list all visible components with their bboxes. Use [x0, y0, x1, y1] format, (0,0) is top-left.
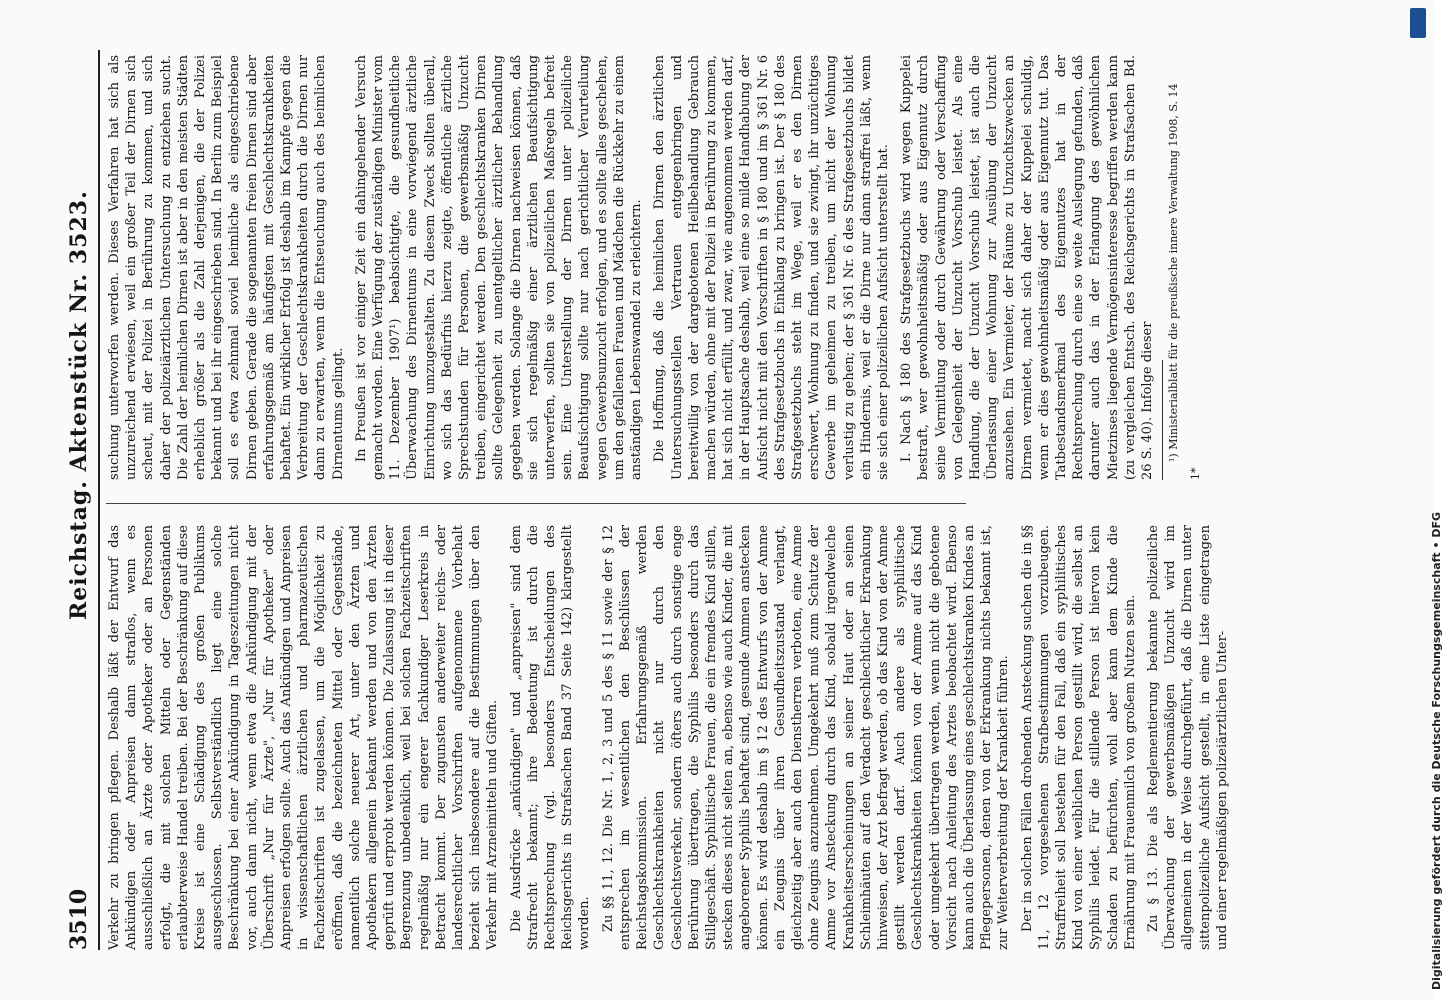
rotated-page-content: [62, 50, 1392, 950]
page-number: 3510: [66, 888, 92, 950]
paragraph: Zu §§ 11, 12. Die Nr. 1, 2, 3 und 5 des § 11 sowie der § 12 entsprechen im wesentlichen den Beschlüssen der Reichstagskommission. Erfahrungsgemäß werden Geschlechtskrankheiten nicht nur durch den Geschlechtsverkehr, sondern öfters auch durch sonstige enge Berührung übertragen, die Syphilis besonders durch das Stillgeschäft. Syphilitische Frauen, die ein fremdes Kind stillen, stecken dieses nicht selten an, ebenso wie auch Kinder, die mit angeborener Syphilis behaftet sind, gesunde Ammen anstecken können. Es wird deshalb im § 12 des Entwurfs von der Amme ein Zeugnis über ihren Gesundheitszustand verlangt, gleichzeitig aber auch den Dienstherren verboten, eine Amme ohne Zeugnis anzunehmen. Umgekehrt muß zum Schutze der Amme vor Ansteckung durch das Kind, sobald irgendwelche Krankheitserscheinungen an seiner Haut oder an seinen Schleimhäuten auf den Verdacht geschlechtlicher Erkrankung hinweisen, der Arzt befragt werden, ob das Kind von der Amme gestillt werden darf. Auch andere als syphilitische Geschlechtskrankheiten können von der Amme auf das Kind oder umgekehrt übertragen werden, wenn nicht die gebotene Vorsicht nach Anleitung des Arztes beobachtet wird. Ebenso kann auch die Überlassung eines geschlechtskranken Kindes an Pflegepersonen, denen von der Erkrankung nichts bekannt ist, zur Weiterverbreitung der Krankheit führen.: [600, 525, 1012, 950]
header-rule: [98, 50, 100, 950]
page-title: Reichstag. Aktenstück Nr. 3523.: [66, 190, 92, 620]
paragraph: Verkehr zu bringen pflegen. Deshalb läßt der Entwurf das Ankündigen oder Anpreisen dann straflos, wenn es ausschließlich an Ärzte oder Apotheker oder an Personen erfolgt, die mit solchen Mitteln oder Gegenständen erlaubterweise Handel treiben. Bei der Beschränkung auf diese Kreise ist eine Schädigung des großen Publikums ausgeschlossen. Selbstverständlich liegt eine solche Beschränkung bei einer Ankündigung in Tageszeitungen nicht vor, auch dann nicht, wenn etwa die Ankündigung mit der Überschrift „Nur für Ärzte", „Nur für Apotheker" oder Anpreisen erfolgen sollte. Auch das Ankündigen und Anpreisen in wissenschaftlichen ärztlichen und pharmazeutischen Fachzeitschriften ist zugelassen, um die Möglichkeit zu eröffnen, daß die bezeichneten Mittel oder Gegenstände, namentlich solche neuerer Art, unter den Ärzten und Apothekern allgemein bekannt werden und von den Ärzten geprüft und erprobt werden können. Die Zulassung ist in dieser Begrenzung unbedenklich, weil bei solchen Fachzeitschriften regelmäßig nur ein engerer fachkundiger Leserkreis in Betracht kommt. Der zugunsten anderweiter reichs- oder landesrechtlicher Vorschriften aufgenommene Vorbehalt bezieht sich insbesondere auf die Bestimmungen über den Verkehr mit Arzneimitteln und Giften.: [107, 525, 501, 950]
signature-mark: 1*: [1189, 467, 1203, 480]
right-column: [106, 55, 1203, 480]
paragraph: I. Nach § 180 des Strafgesetzbuchs wird wegen Kuppelei bestraft, wer gewohnheitsmäßig oder aus Eigennutz durch seine Vermittlung oder durch Gewährung oder Verschaffung von Gelegenheit der Unzucht Vorschub leistet. Als eine Handlung, die der Unzucht Vorschub leistet, ist auch die Überlassung einer Wohnung zur Ausübung der Unzucht anzusehen. Ein Vermieter, der Räume zu Unzuchtszwecken an Dirnen vermietet, macht sich daher der Kuppelei schuldig, wenn er dies gewohnheitsmäßig oder aus Eigennutz tut. Das Tatbestandsmerkmal des Eigennutzes hat in der Rechtsprechung durch eine so weite Auslegung gefunden, daß darunter auch das in der Erlangung des gewöhnlichen Mietzinses liegende Vermögensinteresse begriffen werden kann (zu vergleichen Entsch. des Reichsgerichts in Strafsachen Bd. 26 S. 40). Infolge dieser: [899, 55, 1155, 480]
paragraph: Der in solchen Fällen drohenden Ansteckung suchen die in §§ 11, 12 vorgesehenen Strafbestimmungen vorzubeugen. Straffreiheit soll bestehen für den Fall, daß ein syphilitisches Kind von einer weiblichen Person gestillt wird, die selbst an Syphilis leidet. Für die stillende Person ist hiervon kein Schaden zu befürchten, wohl aber kann dem Kinde die Ernährung mit Frauenmilch von großem Nutzen sein.: [1019, 525, 1138, 950]
paragraph: Die Hoffnung, daß die heimlichen Dirnen den ärztlichen Untersuchungsstellen Vertrauen entgegenbringen und bereitwillig von der dargebotenen Heilbehandlung Gebrauch machen würden, ohne mit der Polizei in Berührung zu kommen, hat sich nicht erfüllt, und zwar, wie angenommen werden darf, in der Hauptsache deshalb, weil eine so milde Handhabung der Aufsicht nicht mit den Vorschriften in § 180 und im § 361 Nr. 6 des Strafgesetzbuchs in Einklang zu bringen ist. Der § 180 des Strafgesetzbuchs steht im Wege, weil er es den Dirnen erschwert, Wohnung zu finden, und sie zwingt, ihr unzüchtiges Gewerbe im geheimen zu treiben, um nicht der Wohnung verlustig zu gehen; der § 361 Nr. 6 des Strafgesetzbuchs bildet ein Hindernis, weil er die Dirne nur dann straffrei läßt, wenn sie sich einer polizeilichen Aufsicht unterstellt hat.: [652, 55, 891, 480]
paragraph: suchung unterworfen werden. Dieses Verfahren hat sich als unzureichend erwiesen, weil ein großer Teil der Dirnen sich scheut, mit der Polizei in Berührung zu kommen, und sich daher der polizeiärztlichen Untersuchung zu entziehen sucht. Die Zahl der heimlichen Dirnen ist aber in den meisten Städten erheblich größer als die Zahl derjenigen, die der Polizei bekannt und bei ihr eingeschrieben sind. In Berlin zum Beispiel soll es etwa zehnmal soviel heimliche als eingeschriebene Dirnen geben. Gerade die sogenannten freien Dirnen sind aber erfahrungsgemäß am häufigsten mit Geschlechtskrankheiten behaftet. Ein wirklicher Erfolg ist deshalb im Kampfe gegen die Verbreitung der Geschlechtskrankheiten durch die Dirnen nur dann zu erwarten, wenn die Entseuchung auch des heimlichen Dirnentums gelingt.: [107, 55, 346, 480]
paragraph: In Preußen ist vor einiger Zeit ein dahingehender Versuch gemacht worden. Eine Verfügung der zuständigen Minister vom 11. Dezember 1907¹) beabsichtigte, die gesundheitliche Überwachung des Dirnentums in eine vorwiegend ärztliche Einrichtung umzugestalten. Zu diesem Zweck sollten überall, wo sich das Bedürfnis hierzu zeigte, öffentliche ärztliche Sprechstunden für Personen, die gewerbsmäßig Unzucht treiben, eingerichtet werden. Den geschlechtskranken Dirnen sollte Gelegenheit zu unentgeltlicher ärztlicher Behandlung gegeben werden. Solange die Dirnen nachweisen können, daß sie sich regelmäßig einer ärztlichen Beaufsichtigung unterwerfen, sollten sie von polizeilichen Maßregeln befreit sein. Eine Unterstellung der Dirnen unter polizeiliche Beaufsichtigung sollte nur nach gerichtlicher Verurteilung wegen Gewerbsunzucht erfolgen, und es sollte alles geschehen, um den gefallenen Frauen und Mädchen die Rückkehr zu einem anständigen Lebenswandel zu erleichtern.: [353, 55, 645, 480]
column-divider: [106, 503, 966, 504]
dfg-logo-icon: [1410, 8, 1426, 38]
left-column: [106, 525, 1230, 950]
page-header: [62, 50, 98, 950]
footnote-rule: [1162, 360, 1163, 480]
paragraph: Die Ausdrücke „ankündigen" und „anpreisen" sind dem Strafrecht bekannt; ihre Bedeutung ist durch die Rechtsprechung (vgl. besonders Entscheidungen des Reichsgerichts in Strafsachen Band 37 Seite 142) klargestellt worden.: [508, 525, 593, 950]
footnote: ¹) Ministerialblatt für die preußische innere Verwaltung 1908, S. 14: [1167, 83, 1181, 462]
paragraph: Zu § 13. Die als Reglementierung bekannte polizeiliche Überwachung der gewerbsmäßigen Unzucht wird im allgemeinen in der Weise durchgeführt, daß die Dirnen unter sittenpolizeiliche Aufsicht gestellt, in eine Liste eingetragen und einer regelmäßigen polizeiärztlichen Unter-: [1145, 525, 1230, 950]
funding-note: Digitalisierung gefördert durch die Deutsche Forschungsgemeinschaft • DFG: [1430, 511, 1443, 990]
